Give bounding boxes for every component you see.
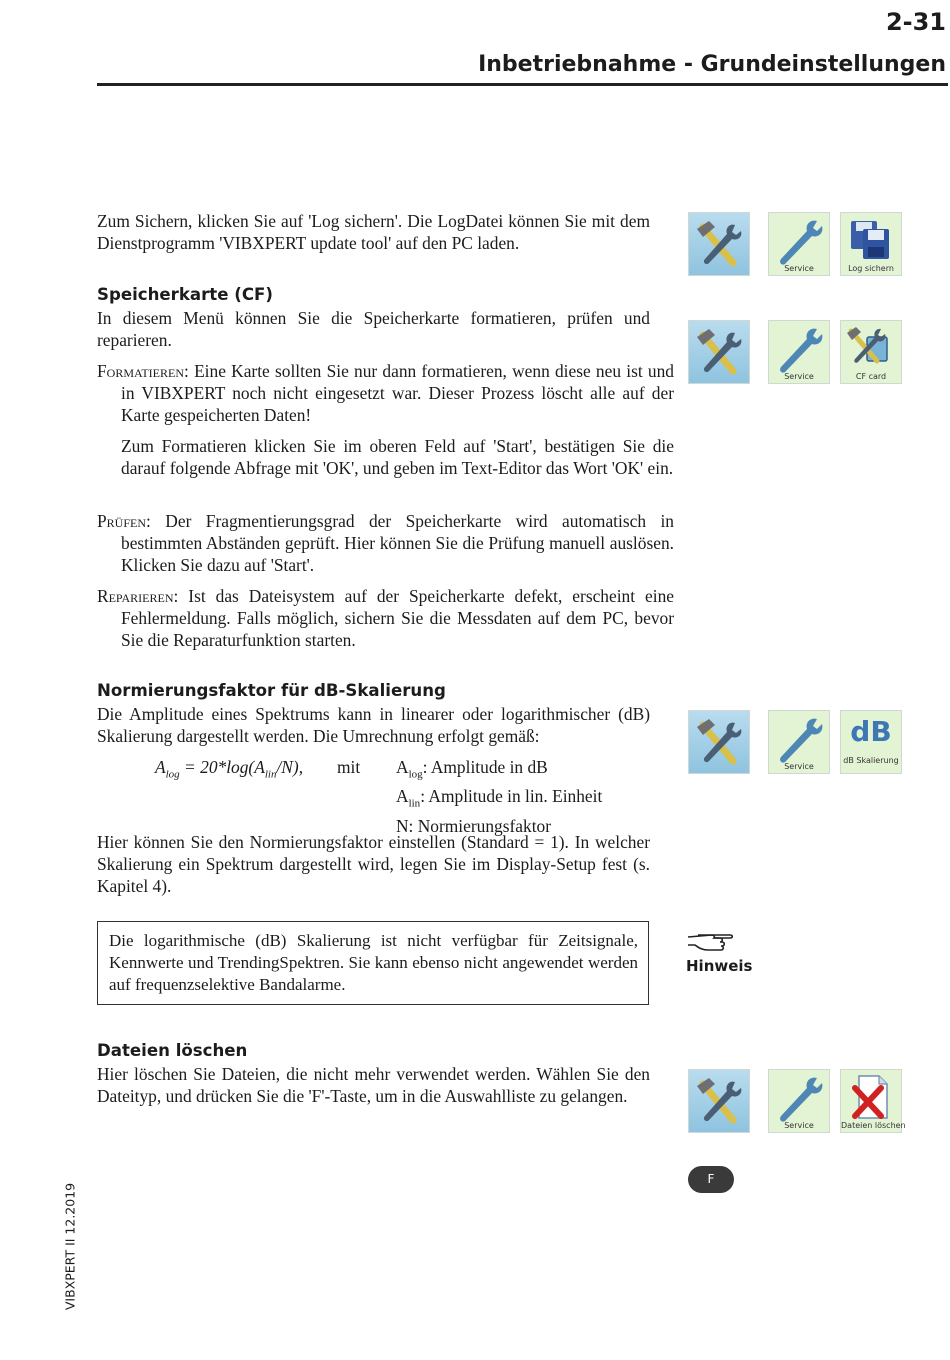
cf-formatieren: [97, 360, 674, 426]
service-tile[interactable]: [768, 710, 830, 774]
hint-marker: [686, 928, 756, 975]
footer: [52, 1180, 78, 1320]
definition-a-log: $A_{log}$: Amplitude in dB: [396, 757, 548, 781]
chapter-title: Inbetriebnahme - Grundeinstellungen: [478, 52, 946, 77]
reparieren-text: : Ist das Dateisystem auf der Speicherkarte defekt, erscheint eine Fehlermeldung. Falls möglich, sichern Sie die Messdaten auf dem PC, bevor Sie die Reparaturfunktion starten.: [121, 586, 674, 650]
cf-pruefen: [97, 510, 674, 576]
tools-tile[interactable]: [688, 320, 750, 384]
menu-path-log: [688, 212, 902, 278]
log-paragraph: Zum Sichern, klicken Sie auf 'Log sichern'. Die LogDatei können Sie mit dem Dienstprogramm 'VIBXPERT update tool' auf den PC laden.: [97, 211, 650, 253]
reparieren-term: Reparieren: [97, 586, 174, 606]
delete-text: Hier löschen Sie Dateien, die nicht mehr verwendet werden. Wählen Sie den Dateityp, und drücken Sie die 'F'-Taste, um in die Auswahlliste zu gelangen.: [97, 1064, 650, 1106]
pruefen-term: Prüfen: [97, 511, 147, 531]
pruefen-text: : Der Fragmentierungsgrad der Speicherkarte wird automatisch in bestimmten Abständen geprüft. Hier können Sie die Prüfung manuell auslösen. Klicken Sie dazu auf 'Start'.: [121, 511, 674, 575]
service-tile[interactable]: [768, 320, 830, 384]
footer-text: VIBXPERT II 12.2019: [62, 1182, 78, 1311]
delete-heading: Dateien löschen: [97, 1041, 248, 1060]
service-tile[interactable]: [768, 212, 830, 276]
cf-heading: Speicherkarte (CF): [97, 285, 273, 304]
db-intro: Die Amplitude eines Spektrums kann in linearer oder logarithmischer (dB) Skalierung dargestellt werden. Die Umrechnung erfolgt gemäß:: [97, 704, 650, 746]
formatieren-term: Formatieren: [97, 361, 185, 381]
db-text2: Hier können Sie den Normierungsfaktor einstellen (Standard = 1). In welcher Skalierung ein Spektrum dargestellt wird, legen Sie im Display-Setup fest (s. Kapitel 4).: [97, 832, 650, 896]
db-scaling-label: dB Skalierung: [843, 756, 899, 765]
delete-files-label: Dateien löschen: [841, 1121, 906, 1130]
page-number: 2-31: [885, 8, 946, 36]
cf-card-label: CF card: [855, 372, 887, 381]
db-icon: dB: [850, 715, 892, 748]
tools-tile[interactable]: [688, 1069, 750, 1133]
f-key-button[interactable]: F: [688, 1166, 734, 1193]
note-box: Die logarithmische (dB) Skalierung ist nicht verfügbar für Zeitsignale, Kennwerte und TrendingSpektren. Sie kann ebenso nicht angewendet werden auf frequenzselektive Bandalarme.: [97, 921, 649, 1005]
log-save-label: Log sichern: [848, 264, 894, 273]
delete-files-tile[interactable]: [840, 1069, 906, 1133]
formula-mit: mit: [337, 757, 361, 777]
header-rule: [97, 83, 948, 86]
pointing-hand-icon: [686, 928, 738, 954]
cf-intro: In diesem Menü können Sie die Speicherkarte formatieren, prüfen und reparieren.: [97, 308, 650, 350]
tools-icon: [689, 213, 751, 277]
menu-path-delete: [688, 1069, 906, 1135]
service-label: Service: [784, 372, 814, 381]
cf-formatieren-steps: Zum Formatieren klicken Sie im oberen Feld auf 'Start', bestätigen Sie die darauf folgende Abfrage mit 'OK', und geben im Text-Editor das Wort 'OK' ein.: [121, 436, 674, 478]
db-scaling-tile[interactable]: [840, 710, 902, 774]
definition-n: N: Normierungsfaktor: [396, 815, 552, 836]
service-tile[interactable]: [768, 1069, 830, 1133]
tools-icon: [689, 711, 751, 775]
tools-icon: [689, 1070, 751, 1134]
tools-icon: [689, 321, 751, 385]
tools-tile[interactable]: [688, 212, 750, 276]
tools-tile[interactable]: [688, 710, 750, 774]
service-label: Service: [784, 762, 814, 771]
hint-label: Hinweis: [686, 957, 753, 975]
formula-definitions: [396, 756, 602, 837]
cf-card-tile[interactable]: [840, 320, 902, 384]
service-label: Service: [784, 264, 814, 273]
db-heading: Normierungsfaktor für dB-Skalierung: [97, 681, 446, 700]
log-save-tile[interactable]: [840, 212, 902, 276]
definition-a-lin: $A_{lin}$: Amplitude in lin. Einheit: [396, 786, 603, 810]
formatieren-text: : Eine Karte sollten Sie nur dann formatieren, wenn diese neu ist und in VIBXPERT noch nicht eingesetzt war. Dieser Prozess löscht alle auf der Karte gespeicherten Daten!: [121, 361, 674, 425]
menu-path-db: [688, 710, 902, 776]
formula: [97, 756, 657, 836]
menu-path-cf: [688, 320, 902, 386]
formula-expression: $A_{log} = 20*\log(A_{lin}/N)$,: [155, 757, 304, 781]
cf-reparieren: [97, 585, 674, 651]
service-label: Service: [784, 1121, 814, 1130]
